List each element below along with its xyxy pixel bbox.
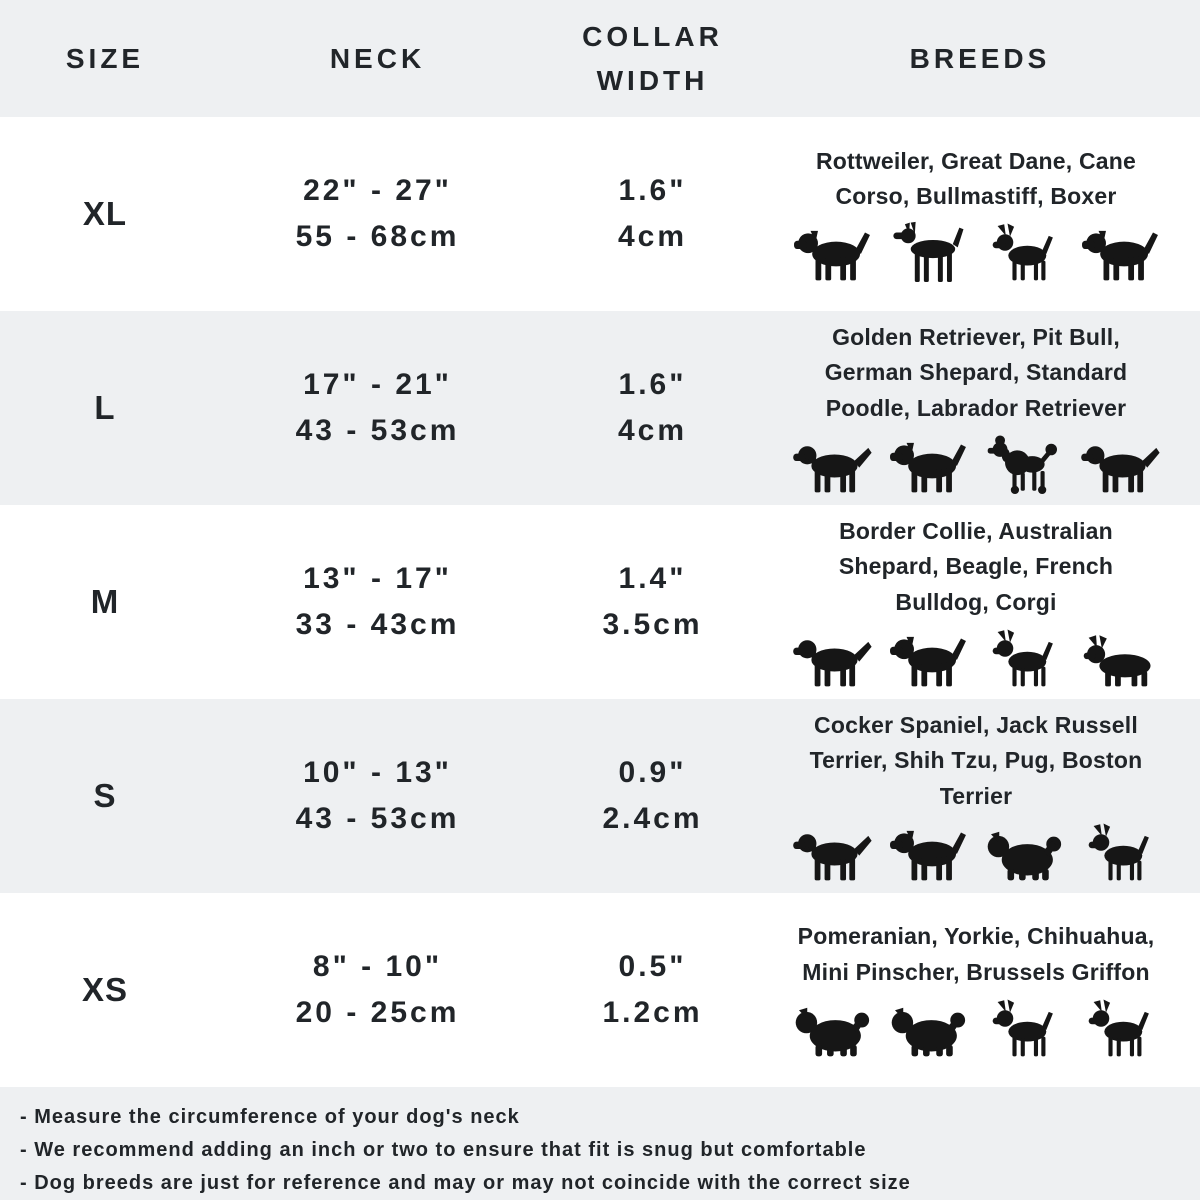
neck-cm: 20 - 25cm [295, 996, 460, 1029]
breed-list: Border Collie, Australian Shepard, Beagle, French Bulldog, Corgi [838, 517, 1114, 615]
collar-width-measurement [545, 944, 760, 1037]
collar-width-measurement [545, 362, 760, 455]
pug-icon [1076, 821, 1164, 887]
pomeranian-icon [788, 997, 876, 1063]
table-header-row [0, 0, 1200, 117]
header-breeds: BREEDS [909, 42, 1051, 74]
header-size: SIZE [65, 42, 145, 74]
dog-silhouettes [788, 433, 1164, 499]
shih-tzu-icon [980, 821, 1068, 887]
collar-width-cm: 4cm [617, 414, 688, 448]
labrador-retriever-icon [884, 433, 972, 499]
table-row-xl [0, 117, 1200, 311]
breed-list: Cocker Spaniel, Jack Russell Terrier, Shih Tzu, Pug, Boston Terrier [809, 711, 1143, 809]
standard-poodle-icon [980, 433, 1068, 499]
collar-width-cm: 3.5cm [602, 608, 703, 642]
collar-width-measurement [545, 556, 760, 649]
beagle-icon [884, 627, 972, 693]
size-label: L [94, 389, 116, 427]
breed-list: Rottweiler, Great Dane, Cane Corso, Bullmastiff, Boxer [815, 147, 1137, 210]
table-row-xs [0, 893, 1200, 1087]
footnotes [0, 1087, 1200, 1200]
neck-measurement [210, 750, 545, 843]
dog-silhouettes [788, 627, 1164, 693]
cane-corso-icon [980, 221, 1068, 287]
size-label: S [93, 777, 117, 815]
breed-list: Golden Retriever, Pit Bull, German Shepard, Standard Poodle, Labrador Retriever [824, 323, 1128, 422]
collar-width-inches: 0.9" [618, 755, 687, 789]
neck-measurement [210, 168, 545, 261]
neck-inches: 13" - 17" [303, 561, 452, 595]
german-shepherd-icon [1076, 433, 1164, 499]
size-label: XL [82, 195, 128, 233]
neck-inches: 10" - 13" [303, 755, 452, 789]
dog-silhouettes [788, 221, 1164, 287]
breeds-cell [760, 117, 1200, 311]
header-collar-width: COLLAR WIDTH [582, 21, 723, 96]
neck-inches: 17" - 21" [303, 367, 452, 401]
note-reference: - Dog breeds are just for reference and may or may not coincide with the correct size [20, 1171, 911, 1194]
collar-width-inches: 0.5" [618, 949, 687, 983]
breeds-cell [760, 699, 1200, 893]
breeds-cell [760, 311, 1200, 505]
neck-cm: 43 - 53cm [295, 414, 460, 448]
border-collie-icon [788, 627, 876, 693]
mini-pinscher-icon [1076, 997, 1164, 1063]
note-measure: - Measure the circumference of your dog's neck [20, 1105, 520, 1128]
note-recommend: - We recommend adding an inch or two to ensure that fit is snug but comfortable [20, 1138, 867, 1161]
table-row-l [0, 311, 1200, 505]
neck-cm: 33 - 43cm [295, 608, 460, 642]
collar-width-cm: 2.4cm [602, 802, 703, 836]
neck-cm: 43 - 53cm [295, 802, 460, 836]
corgi-icon [1076, 627, 1164, 693]
neck-measurement [210, 362, 545, 455]
neck-measurement [210, 556, 545, 649]
breed-list: Pomeranian, Yorkie, Chihuahua, Mini Pinscher, Brussels Griffon [797, 923, 1155, 985]
collar-width-measurement [545, 750, 760, 843]
dog-silhouettes [788, 997, 1164, 1063]
collar-width-inches: 1.6" [618, 367, 687, 401]
jack-russell-terrier-icon [884, 821, 972, 887]
chihuahua-icon [980, 997, 1068, 1063]
great-dane-icon [884, 221, 972, 287]
golden-retriever-icon [788, 433, 876, 499]
table-row-s [0, 699, 1200, 893]
breeds-cell [760, 505, 1200, 699]
yorkie-icon [884, 997, 972, 1063]
size-label: M [90, 583, 120, 621]
breeds-cell [760, 893, 1200, 1087]
neck-inches: 22" - 27" [303, 173, 452, 207]
cocker-spaniel-icon [788, 821, 876, 887]
neck-measurement [210, 944, 545, 1037]
header-neck: NECK [329, 42, 426, 74]
neck-cm: 55 - 68cm [295, 220, 460, 254]
table-row-m [0, 505, 1200, 699]
rottweiler-icon [788, 221, 876, 287]
collar-width-inches: 1.6" [618, 173, 687, 207]
collar-width-cm: 1.2cm [602, 996, 703, 1029]
french-bulldog-icon [980, 627, 1068, 693]
dog-silhouettes [788, 821, 1164, 887]
bullmastiff-icon [1076, 221, 1164, 287]
collar-width-inches: 1.4" [618, 561, 687, 595]
collar-width-cm: 4cm [617, 220, 688, 254]
size-label: XS [81, 971, 129, 1008]
collar-width-measurement [545, 168, 760, 261]
neck-inches: 8" - 10" [312, 949, 443, 983]
